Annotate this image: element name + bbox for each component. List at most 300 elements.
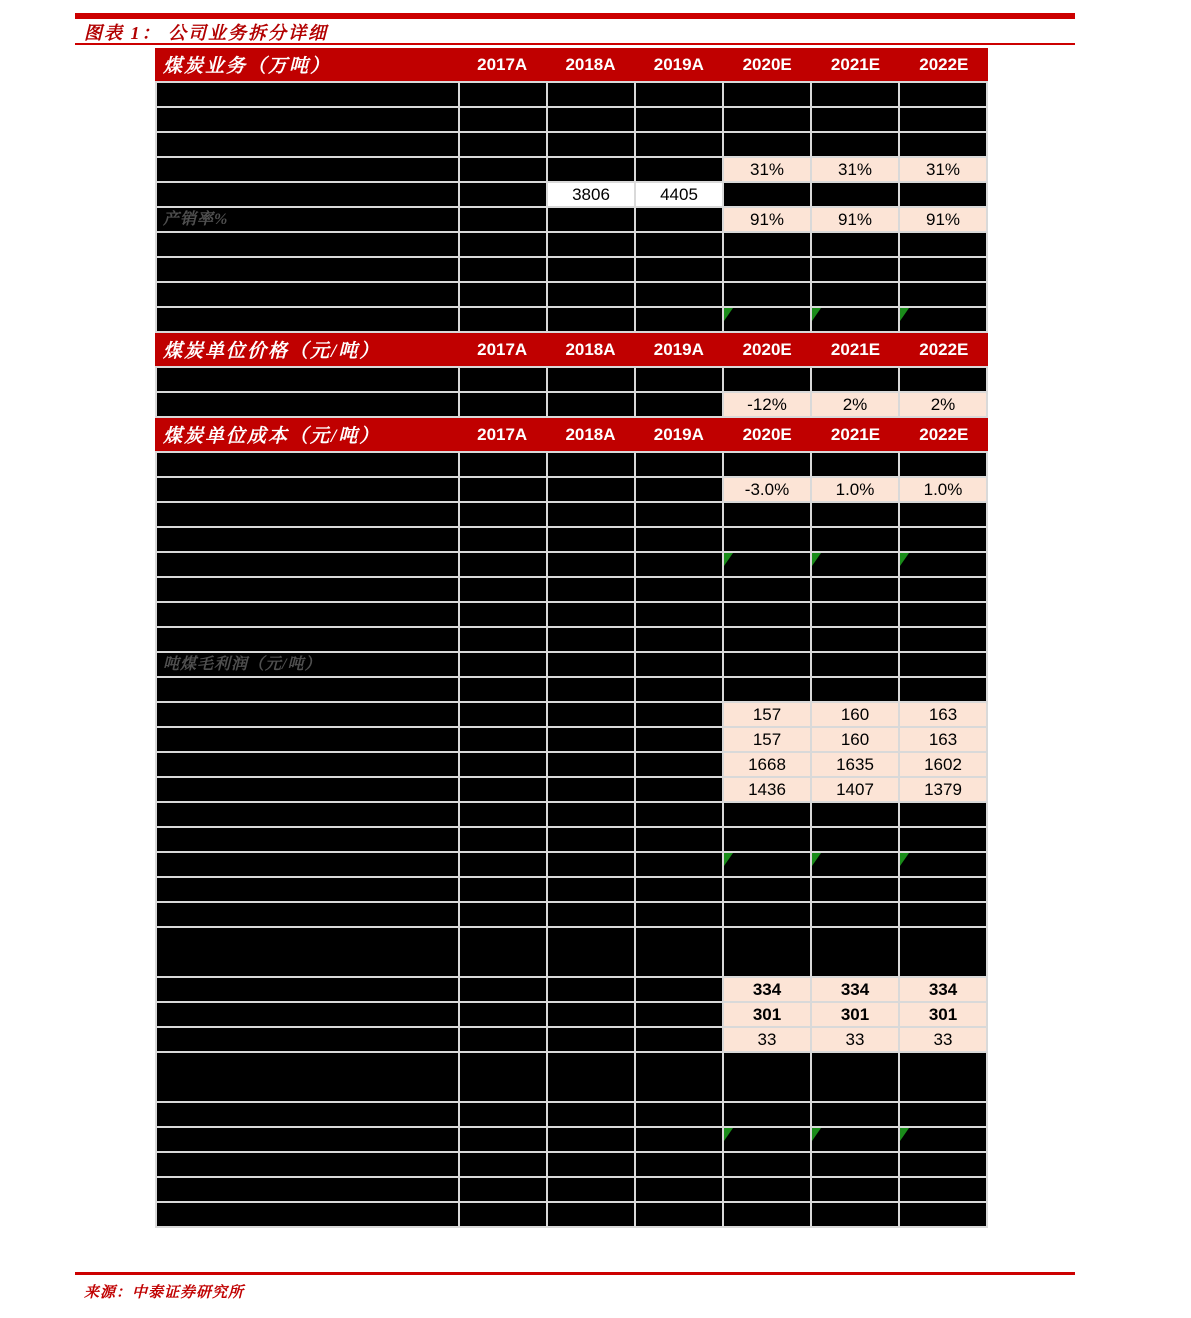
table-row	[157, 1028, 986, 1051]
table-cell	[636, 478, 722, 501]
table-cell	[724, 258, 810, 281]
data-table	[155, 48, 988, 1228]
column-header-2018A: 2018A	[565, 339, 616, 359]
table-row	[157, 1053, 986, 1101]
table-cell	[548, 308, 634, 331]
table-cell	[812, 258, 898, 281]
table-cell	[812, 453, 898, 476]
table-cell	[812, 628, 898, 651]
table-cell	[636, 258, 722, 281]
table-cell	[460, 108, 546, 131]
table-cell	[812, 603, 898, 626]
green-triangle-icon	[812, 1128, 821, 1141]
row-label-cell	[157, 903, 458, 926]
row-label-cell	[157, 828, 458, 851]
green-triangle-icon	[724, 853, 733, 866]
table-cell	[812, 1128, 898, 1151]
row-label-cell: 产销率%	[157, 208, 458, 231]
table-cell	[460, 233, 546, 256]
table-cell	[636, 393, 722, 416]
table-cell: 1407	[812, 778, 898, 801]
table-cell	[812, 803, 898, 826]
table-cell: 91%	[724, 208, 810, 231]
table-cell	[460, 878, 546, 901]
table-row	[157, 258, 986, 281]
row-label-cell	[157, 878, 458, 901]
table-cell	[460, 393, 546, 416]
table-cell: 1602	[900, 753, 986, 776]
row-label-cell	[157, 393, 458, 416]
table-cell	[724, 903, 810, 926]
table-cell	[636, 678, 722, 701]
table-cell: 3806	[548, 183, 634, 206]
row-label-cell	[157, 578, 458, 601]
table-row	[157, 553, 986, 576]
table-cell	[812, 1103, 898, 1126]
section-header	[155, 333, 988, 366]
table-row	[157, 978, 986, 1001]
table-row	[157, 578, 986, 601]
table-cell	[548, 753, 634, 776]
table-cell	[460, 1003, 546, 1026]
table-cell: 160	[812, 703, 898, 726]
table-cell	[724, 878, 810, 901]
row-label-cell	[157, 1103, 458, 1126]
table-cell	[460, 828, 546, 851]
table-cell: 157	[724, 703, 810, 726]
table-cell	[548, 368, 634, 391]
table-cell	[460, 1153, 546, 1176]
green-triangle-icon	[900, 308, 909, 321]
green-triangle-icon	[812, 853, 821, 866]
table-cell	[812, 1203, 898, 1226]
table-cell: 301	[724, 1003, 810, 1026]
row-label-cell	[157, 553, 458, 576]
table-cell	[900, 1103, 986, 1126]
table-cell	[548, 578, 634, 601]
table-cell	[812, 83, 898, 106]
table-cell: 33	[724, 1028, 810, 1051]
table-row	[157, 528, 986, 551]
table-cell	[724, 283, 810, 306]
column-header-2018A: 2018A	[565, 424, 616, 444]
table-cell	[900, 83, 986, 106]
table-cell	[548, 503, 634, 526]
row-label-cell	[157, 453, 458, 476]
table-cell	[460, 1178, 546, 1201]
table-cell	[548, 928, 634, 976]
table-cell	[636, 158, 722, 181]
table-row	[157, 728, 986, 751]
table-cell	[636, 368, 722, 391]
column-header-2019A: 2019A	[653, 54, 704, 74]
table-cell	[900, 828, 986, 851]
table-cell	[460, 928, 546, 976]
table-cell	[460, 158, 546, 181]
table-row	[157, 108, 986, 131]
table-cell	[548, 678, 634, 701]
section-title: 煤炭单位成本（元/吨）	[163, 426, 381, 447]
table-cell	[724, 83, 810, 106]
table-cell	[900, 653, 986, 676]
table-cell: 4405	[636, 183, 722, 206]
table-cell: 1668	[724, 753, 810, 776]
table-row	[157, 478, 986, 501]
table-cell	[548, 853, 634, 876]
table-cell	[636, 1128, 722, 1151]
table-cell	[460, 703, 546, 726]
table-row	[157, 1178, 986, 1201]
table-cell	[900, 1203, 986, 1226]
column-header-2017A: 2017A	[477, 339, 528, 359]
table-cell	[636, 703, 722, 726]
table-cell	[636, 83, 722, 106]
table-cell	[636, 853, 722, 876]
table-cell	[460, 133, 546, 156]
table-cell	[812, 653, 898, 676]
row-label-cell	[157, 368, 458, 391]
table-cell	[900, 628, 986, 651]
table-cell	[900, 928, 986, 976]
column-header-2019A: 2019A	[653, 339, 704, 359]
table-cell	[812, 503, 898, 526]
table-cell	[724, 578, 810, 601]
table-row	[157, 503, 986, 526]
table-cell	[636, 728, 722, 751]
table-row	[157, 83, 986, 106]
table-cell: 91%	[812, 208, 898, 231]
column-header-2017A: 2017A	[477, 54, 528, 74]
table-cell	[636, 553, 722, 576]
table-cell	[724, 1053, 810, 1101]
table-cell	[724, 553, 810, 576]
table-cell: 334	[724, 978, 810, 1001]
column-header-2020E: 2020E	[742, 339, 792, 359]
table-cell	[636, 528, 722, 551]
section-header	[155, 418, 988, 451]
row-label-cell	[157, 803, 458, 826]
table-row	[157, 1203, 986, 1226]
table-row	[157, 1003, 986, 1026]
table-cell	[548, 283, 634, 306]
table-cell	[900, 853, 986, 876]
table-cell	[636, 578, 722, 601]
table-cell	[460, 283, 546, 306]
table-cell	[460, 368, 546, 391]
green-triangle-icon	[812, 308, 821, 321]
table-cell	[724, 1128, 810, 1151]
table-cell	[900, 108, 986, 131]
table-cell	[548, 133, 634, 156]
table-cell	[812, 1153, 898, 1176]
table-cell	[900, 1178, 986, 1201]
table-cell	[460, 308, 546, 331]
table-cell	[900, 368, 986, 391]
table-cell	[812, 903, 898, 926]
row-label-cell	[157, 1203, 458, 1226]
table-cell	[900, 578, 986, 601]
table-cell	[724, 603, 810, 626]
table-cell	[636, 108, 722, 131]
table-row	[157, 903, 986, 926]
table-cell	[724, 308, 810, 331]
table-cell	[812, 368, 898, 391]
table-cell	[900, 1053, 986, 1101]
table-cell	[460, 978, 546, 1001]
table-cell	[900, 803, 986, 826]
table-row	[157, 283, 986, 306]
table-cell	[636, 1178, 722, 1201]
table-cell	[636, 778, 722, 801]
row-label-cell	[157, 1028, 458, 1051]
table-cell: 160	[812, 728, 898, 751]
table-cell: 31%	[900, 158, 986, 181]
table-cell	[812, 878, 898, 901]
table-cell	[548, 453, 634, 476]
column-header-2021E: 2021E	[830, 339, 881, 359]
table-cell	[460, 1128, 546, 1151]
table-cell	[900, 553, 986, 576]
section-header	[155, 48, 988, 81]
table-cell	[460, 628, 546, 651]
column-header-2017A: 2017A	[477, 424, 528, 444]
table-cell	[548, 478, 634, 501]
green-triangle-icon	[724, 1128, 733, 1141]
table-cell	[636, 628, 722, 651]
table-row	[157, 183, 986, 206]
table-cell: -12%	[724, 393, 810, 416]
table-cell	[812, 853, 898, 876]
table-row	[157, 233, 986, 256]
table-cell	[548, 603, 634, 626]
table-row	[157, 878, 986, 901]
table-row	[157, 653, 986, 676]
row-label-cell	[157, 108, 458, 131]
table-cell	[900, 453, 986, 476]
table-cell	[812, 233, 898, 256]
table-cell	[900, 678, 986, 701]
table-cell	[548, 1053, 634, 1101]
row-label-cell	[157, 703, 458, 726]
table-row	[157, 208, 986, 231]
row-label-cell	[157, 158, 458, 181]
row-label-cell: 吨煤毛利润（元/吨）	[157, 653, 458, 676]
table-cell: 2%	[812, 393, 898, 416]
table-cell	[636, 878, 722, 901]
table-row	[157, 778, 986, 801]
column-header-2021E: 2021E	[830, 424, 881, 444]
table-cell	[724, 368, 810, 391]
green-triangle-icon	[900, 853, 909, 866]
table-cell	[724, 108, 810, 131]
row-label-cell	[157, 603, 458, 626]
row-label-cell	[157, 928, 458, 976]
table-cell	[460, 753, 546, 776]
table-cell	[812, 283, 898, 306]
table-cell: 334	[900, 978, 986, 1001]
table-cell	[460, 903, 546, 926]
table-cell	[548, 1028, 634, 1051]
table-cell	[548, 1153, 634, 1176]
table-cell	[548, 828, 634, 851]
table-cell: 163	[900, 703, 986, 726]
table-cell	[812, 1053, 898, 1101]
section-title: 煤炭单位价格（元/吨）	[163, 341, 381, 362]
section-title: 煤炭业务（万吨）	[163, 56, 332, 77]
table-cell	[900, 1128, 986, 1151]
green-triangle-icon	[724, 553, 733, 566]
table-cell	[636, 503, 722, 526]
table-cell	[460, 803, 546, 826]
table-cell	[548, 1203, 634, 1226]
table-cell	[636, 978, 722, 1001]
row-label-cell	[157, 233, 458, 256]
table-cell	[900, 258, 986, 281]
table-cell	[548, 108, 634, 131]
table-cell: 157	[724, 728, 810, 751]
table-cell	[812, 108, 898, 131]
table-cell: 334	[812, 978, 898, 1001]
row-label-cell	[157, 1003, 458, 1026]
table-cell	[460, 453, 546, 476]
table-cell: 91%	[900, 208, 986, 231]
table-cell	[460, 503, 546, 526]
title-underline	[75, 43, 1075, 45]
table-cell	[548, 903, 634, 926]
column-header-2019A: 2019A	[653, 424, 704, 444]
table-cell	[724, 928, 810, 976]
table-cell	[900, 503, 986, 526]
table-cell	[548, 1128, 634, 1151]
row-label-cell	[157, 778, 458, 801]
row-label-cell	[157, 678, 458, 701]
table-cell: 1436	[724, 778, 810, 801]
table-cell	[460, 208, 546, 231]
table-cell	[900, 1153, 986, 1176]
table-cell	[724, 1203, 810, 1226]
table-row	[157, 803, 986, 826]
table-cell	[900, 603, 986, 626]
table-cell	[548, 528, 634, 551]
table-cell	[460, 778, 546, 801]
row-label-cell	[157, 503, 458, 526]
column-header-2020E: 2020E	[742, 54, 792, 74]
table-row	[157, 628, 986, 651]
table-cell	[724, 133, 810, 156]
table-cell	[548, 233, 634, 256]
table-cell	[460, 1103, 546, 1126]
table-cell	[460, 678, 546, 701]
table-cell: 33	[900, 1028, 986, 1051]
row-label-cell	[157, 728, 458, 751]
table-row	[157, 1103, 986, 1126]
row-label-cell	[157, 258, 458, 281]
table-row	[157, 753, 986, 776]
table-cell	[460, 603, 546, 626]
table-row	[157, 393, 986, 416]
source-note: 来源：中泰证券研究所	[84, 1285, 245, 1301]
table-cell	[724, 503, 810, 526]
table-cell	[724, 528, 810, 551]
table-cell	[724, 453, 810, 476]
table-cell	[460, 528, 546, 551]
row-label-cell	[157, 308, 458, 331]
table-row	[157, 703, 986, 726]
table-cell	[548, 728, 634, 751]
table-cell	[636, 208, 722, 231]
table-cell	[548, 1178, 634, 1201]
green-triangle-icon	[812, 553, 821, 566]
table-cell	[548, 158, 634, 181]
table-cell	[636, 1153, 722, 1176]
table-cell: 1.0%	[812, 478, 898, 501]
table-cell	[460, 258, 546, 281]
row-label-cell	[157, 628, 458, 651]
table-row	[157, 678, 986, 701]
table-cell	[460, 183, 546, 206]
section-body	[155, 81, 988, 333]
table-cell: 1.0%	[900, 478, 986, 501]
table-cell	[548, 803, 634, 826]
row-label-cell	[157, 978, 458, 1001]
table-cell	[636, 928, 722, 976]
column-header-2020E: 2020E	[742, 424, 792, 444]
table-cell	[548, 208, 634, 231]
table-cell: 301	[900, 1003, 986, 1026]
row-label-cell	[157, 478, 458, 501]
table-cell	[900, 133, 986, 156]
table-row	[157, 308, 986, 331]
table-cell: -3.0%	[724, 478, 810, 501]
table-cell	[548, 703, 634, 726]
table-cell	[724, 1178, 810, 1201]
column-header-2021E: 2021E	[830, 54, 881, 74]
table-cell	[724, 1103, 810, 1126]
table-cell	[900, 283, 986, 306]
table-cell	[548, 978, 634, 1001]
table-cell: 163	[900, 728, 986, 751]
table-cell	[636, 453, 722, 476]
table-cell	[812, 553, 898, 576]
table-cell	[636, 603, 722, 626]
table-cell	[812, 578, 898, 601]
table-cell: 2%	[900, 393, 986, 416]
section-body	[155, 451, 988, 1228]
table-cell	[548, 628, 634, 651]
column-header-2022E: 2022E	[919, 54, 969, 74]
table-cell	[636, 233, 722, 256]
row-label-cell	[157, 1128, 458, 1151]
table-cell	[724, 678, 810, 701]
table-cell	[460, 728, 546, 751]
table-cell	[636, 803, 722, 826]
table-cell	[812, 133, 898, 156]
table-cell	[724, 183, 810, 206]
table-cell	[724, 828, 810, 851]
table-cell	[460, 1053, 546, 1101]
table-cell: 1379	[900, 778, 986, 801]
table-cell	[812, 183, 898, 206]
table-cell	[548, 778, 634, 801]
table-row	[157, 453, 986, 476]
bottom-rule	[75, 1272, 1075, 1275]
table-cell	[900, 233, 986, 256]
table-cell: 1635	[812, 753, 898, 776]
table-cell	[636, 1003, 722, 1026]
table-row	[157, 1153, 986, 1176]
table-cell	[900, 903, 986, 926]
row-label-cell	[157, 183, 458, 206]
